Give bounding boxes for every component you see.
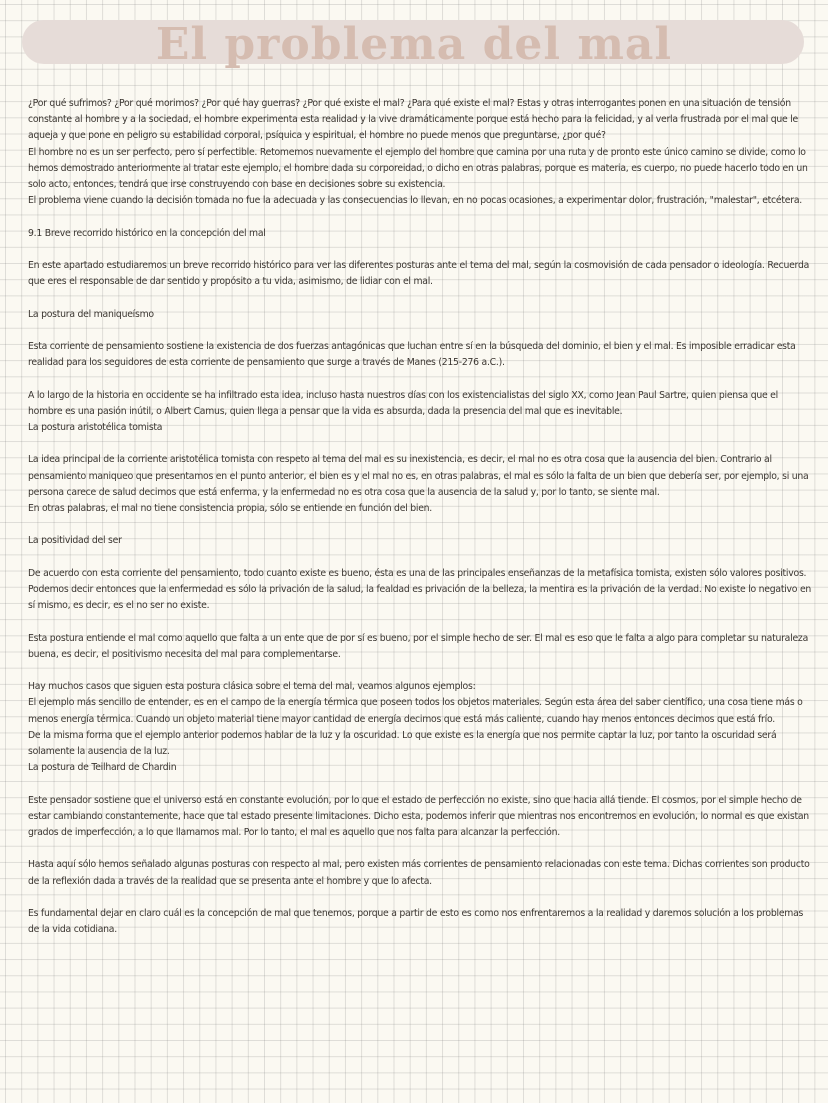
paragraph: Es fundamental dejar en claro cuál es la concepción de mal que tenemos, porque a partir de esto es como nos enfrentaremos a la realidad y daremos solución a los problemas de la vida cotidiana.	[28, 907, 804, 936]
paragraph: La postura aristotélica tomista	[28, 421, 163, 433]
page-title: El problema del mal	[155, 19, 673, 70]
paragraph: De acuerdo con esta corriente del pensamiento, todo cuanto existe es bueno, ésta es una de las principales enseñanzas de la metafísica tomista, existen sólo valores positivos. Podemos decir entonces que la enfermedad es sólo la privación de la salud, la fealdad es privación de la belleza, la mentira es la privación de la verdad. No existe lo negativo en sí mismo, es decir, es el no ser no existe.	[28, 567, 812, 612]
paragraph: ¿Por qué sufrimos? ¿Por qué morimos? ¿Por qué hay guerras? ¿Por qué existe el mal? ¿Para qué existe el mal? Estas y otras interrogantes ponen en una situación de tensión constante al hombre y a la sociedad, el hombre experimenta esta realidad y la vive dramáticamente porque está hecho para la felicidad, y al verla frustrada por el mal que le aqueja y que pone en peligro su estabilidad corporal, psíquica y espiritual, el hombre no puede menos que preguntarse, ¿por qué?	[28, 98, 799, 142]
paragraph-gap	[28, 890, 814, 906]
paragraph: Este pensador sostiene que el universo está en constante evolución, por lo que el estado de perfección no existe, sino que hacia allá tiende. El cosmos, por el simple hecho de estar cambiando constantemente, hace que tal estado presente limitaciones. Dicho esta, podemos inferir que mientras nos encontremos en evolución, lo normal es que existan grados de imperfección, a lo que llamamos mal. Por lo tanto, el mal es aquello que nos falta para alcanzar la perfección.	[28, 794, 809, 838]
paragraph: La idea principal de la corriente aristotélica tomista con respeto al tema del mal es su inexistencia, es decir, el mal no es otra cosa que la ausencia del bien. Contrario al pensamiento maniqueo que presentamos en el punto anterior, el bien es y el mal no es, en otras palabras, el mal es sólo la falta de un bien que debería ser, por ejemplo, si una persona carece de salud decimos que está enferma, y la enfermedad no es otra cosa que la ausencia de la salud y, por lo tanto, se siente mal.	[28, 454, 809, 498]
paragraph-gap	[28, 436, 814, 452]
paragraph-gap	[28, 776, 814, 792]
paragraph-gap	[28, 290, 814, 306]
paragraph-gap	[28, 517, 814, 533]
paragraph: En otras palabras, el mal no tiene consistencia propia, sólo se entiende en función del bien.	[28, 502, 433, 514]
paragraph: La postura de Teilhard de Chardin	[28, 762, 177, 774]
paragraph: El problema viene cuando la decisión tomada no fue la adecuada y las consecuencias lo llevan, en no pocas ocasiones, a experimentar dolor, frustración, "malestar", etcétera.	[28, 195, 802, 207]
paragraph: El hombre no es un ser perfecto, pero sí perfectible. Retomemos nuevamente el ejemplo del hombre que camina por una ruta y de pronto este único camino se divide, como lo hemos demostrado anteriormente al tratar este ejemplo, el hombre dada su corporeidad, o dicho en otras palabras, porque es materia, es cuerpo, no puede hacerlo todo en un solo acto, entonces, tendrá que irse construyendo con base en decisiones sobre su existencia.	[28, 146, 808, 191]
document-body	[28, 96, 814, 938]
paragraph-gap	[28, 242, 814, 258]
paragraph: 9.1 Breve recorrido histórico en la concepción del mal	[28, 227, 266, 239]
paragraph: Hasta aquí sólo hemos señalado algunas posturas con respecto al mal, pero existen más corrientes de pensamiento relacionadas con este tema. Dichas corrientes son producto de la reflexión dada a través de la realidad que se presenta ante el hombre y que lo afecta.	[28, 859, 810, 887]
paragraph: De la misma forma que el ejemplo anterior podemos hablar de la luz y la oscuridad. Lo que existe es la energía que nos permite captar la luz, por tanto la oscuridad será solamente la ausencia de la luz.	[28, 729, 777, 757]
paragraph-gap	[28, 323, 814, 339]
paragraph-gap	[28, 550, 814, 566]
paragraph: En este apartado estudiaremos un breve recorrido histórico para ver las diferentes posturas ante el tema del mal, según la cosmovisión de cada pensador o ideología. Recuerda que eres el responsable de dar sentido y propósito a tu vida, asimismo, de lidiar con el mal.	[28, 260, 810, 288]
paragraph: La positividad del ser	[28, 535, 122, 547]
paragraph: Esta corriente de pensamiento sostiene la existencia de dos fuerzas antagónicas que luchan entre sí en la búsqueda del dominio, el bien y el mal. Es imposible erradicar esta realidad para los seguidores de esta corriente de pensamiento que surge a través de Manes (215-276 a.C.).	[28, 340, 796, 369]
paragraph: La postura del maniqueísmo	[28, 308, 154, 320]
paragraph-gap	[28, 209, 814, 225]
paragraph-gap	[28, 614, 814, 630]
paragraph-gap	[28, 841, 814, 857]
paragraph: Hay muchos casos que siguen esta postura clásica sobre el tema del mal, veamos algunos ejemplos:	[28, 681, 476, 693]
paragraph-gap	[28, 663, 814, 679]
paragraph: A lo largo de la historia en occidente se ha infiltrado esta idea, incluso hasta nuestros días con los existencialistas del siglo XX, como Jean Paul Sartre, quien piensa que el hombre es una pasión inútil, o Albert Camus, quien llega a pensar que la vida es absurda, dada la presencia del mal que es inevitable.	[28, 389, 778, 417]
paragraph: El ejemplo más sencillo de entender, es en el campo de la energía térmica que poseen todos los objetos materiales. Según esta área del saber científico, una cosa tiene más o menos energía térmica. Cuando un objeto material tiene mayor cantidad de energía decimos que está más caliente, cuando hay menos entonces decimos que está frío.	[28, 697, 803, 725]
paragraph-gap	[28, 371, 814, 387]
paragraph: Esta postura entiende el mal como aquello que falta a un ente que de por sí es bueno, por el simple hecho de ser. El mal es eso que le falta a algo para completar su naturaleza buena, es decir, el positivismo necesita del mal para complementarse.	[28, 632, 809, 660]
